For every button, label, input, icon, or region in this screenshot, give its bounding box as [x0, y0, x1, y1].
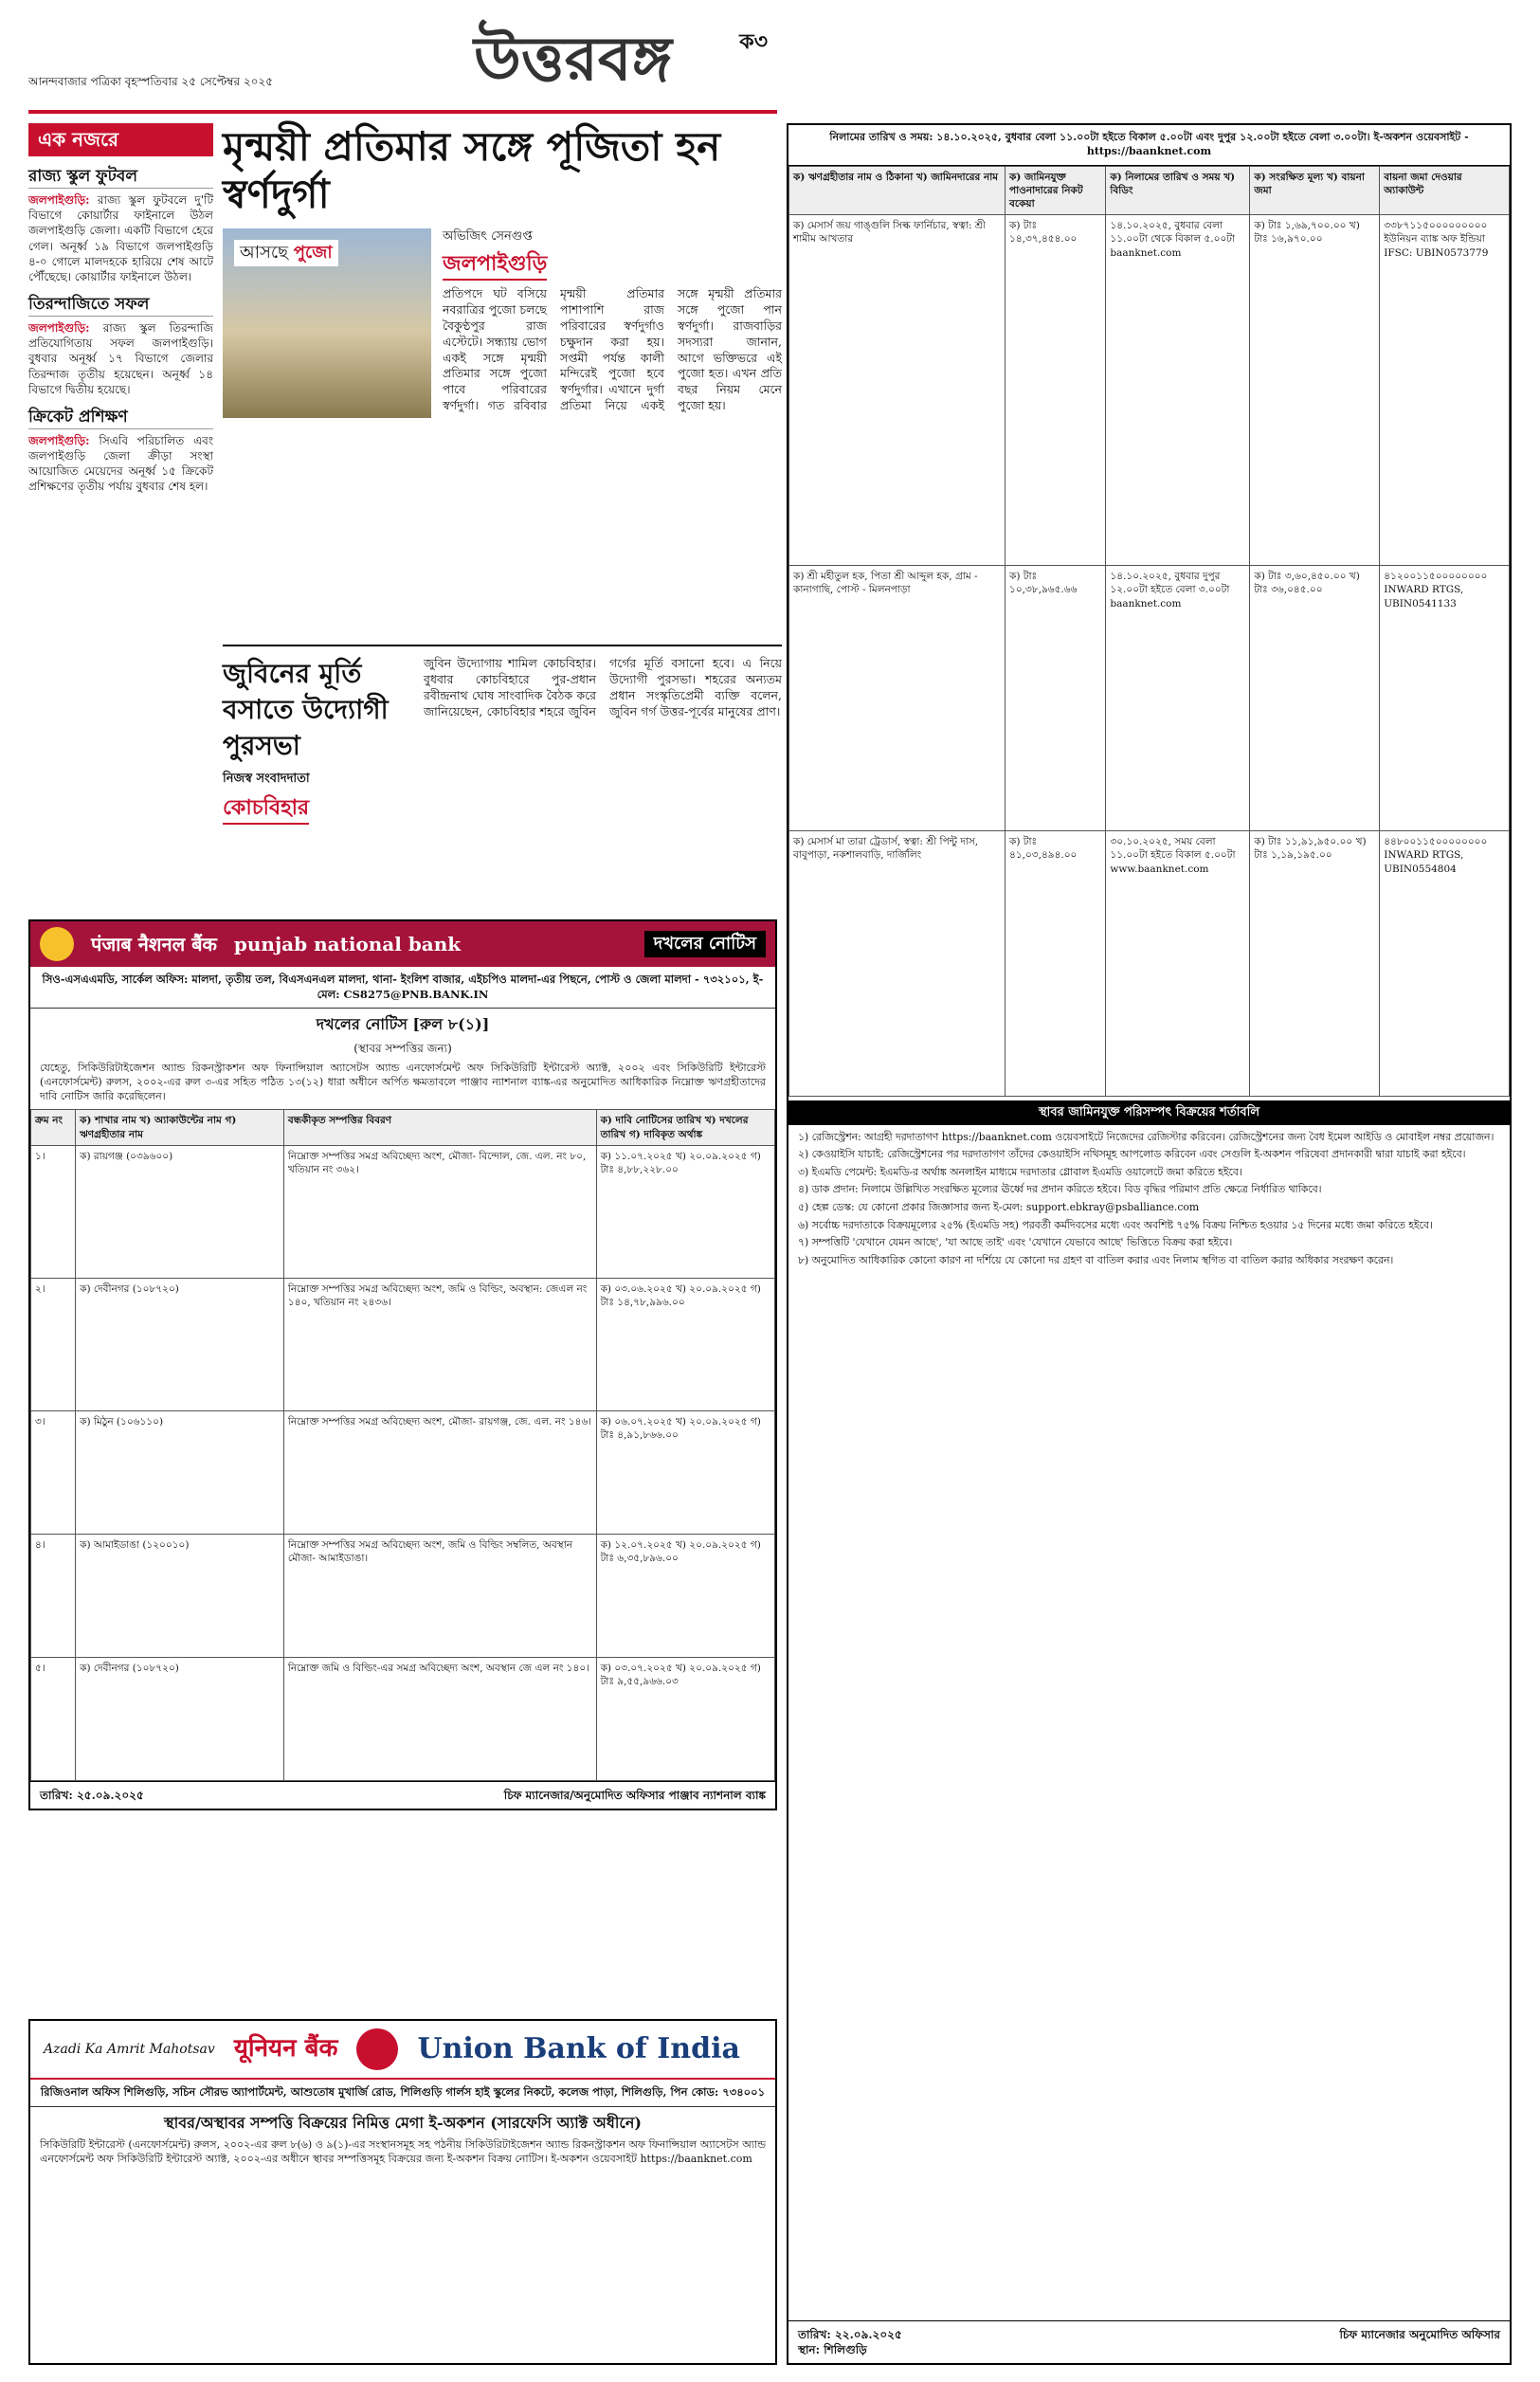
notice-subheading: (স্থাবর সম্পত্তির জন্য) — [353, 1041, 452, 1055]
table-row — [31, 1410, 775, 1534]
term-item: ৩) ইএমডি পেমেন্ট: ইএমডি-র অর্থাঙ্ক অনলাইন মাধ্যমে দরদাতার গ্লোবাল ইএমডি ওয়ালেটে জমা করিতে হইবে। — [798, 1165, 1242, 1178]
table-row — [789, 566, 1510, 831]
col-header: ক) শাখার নাম খ) অ্যাকাউন্টের নাম গ) ঋণগ্রহীতার নাম — [76, 1110, 284, 1145]
table-row — [31, 1278, 775, 1410]
notice-place: স্থান: শিলিগুড়ি — [798, 2342, 867, 2356]
sub-dateline-place: কোচবিহার — [223, 794, 309, 825]
cell: ক) টাঃ ৩,৬০,৪৫০.০০ খ) টাঃ ৩৬,০৪৫.০০ — [1250, 566, 1380, 831]
cell: নিম্নোক্ত সম্পত্তির সমগ্র অবিচ্ছেদ্য অংশ, জমি ও বিল্ডিং সম্বলিত, অবস্থান মৌজা- আমাইডাঙা। — [283, 1534, 596, 1657]
brief-item — [28, 294, 213, 397]
col-header: ক) দাবি নোটিসের তারিখ খ) দখলের তারিখ গ) দাবিকৃত অর্থাঙ্ক — [596, 1110, 774, 1145]
union-body: সিকিউরিটি ইন্টারেস্ট (এনফোর্সমেন্ট) রুলস, ২০০২-এর রুল ৮(৬) ও ৯(১)-এর সংস্থানসমূহ সহ পঠনীয় সিকিউরিটাইজেশন অ্যান্ড রিকনস্ট্রাকশন অফ ফিনান্সিয়াল অ্যাসেটস অ্যান্ড এনফোর্সমেন্ট অফ সিকিউরিটি ইন্টারেস্ট অ্যাক্ট, ২০০২-এর অধীনে স্থাবর সম্পত্তিসমূহ বিক্রয়ের জন্য ই-অকশন বিক্রয় নোটিস। ই-অকশন ওয়েবসাইট https://baanknet.com — [40, 2138, 766, 2165]
cell: ক) মেসার্স জয় গাঙ্গুলি সিল্ক ফার্নিচার, স্বত্বা: শ্রী শামীম আখতার — [789, 215, 1006, 566]
union-heading: স্থাবর/অস্থাবর সম্পত্তি বিক্রয়ের নিমিত্ত মেগা ই-অকশন (সারফেসি অ্যাক্ট অধীনে) — [164, 2113, 642, 2132]
cell: ক) ১১.০৭.২০২৫ খ) ২০.০৯.২০২৫ গ) টাঃ ৪,৮৮,২২৮.০০ — [596, 1145, 774, 1278]
pnb-name-hi: पंजाब नैशनल बैंक — [91, 932, 217, 955]
terms-heading: স্থাবর জামিনযুক্ত পরিসম্পৎ বিক্রয়ের শর্তাবলি — [788, 1100, 1510, 1125]
cell: ক) ০৩.০৭.২০২৫ খ) ২০.০৯.২০২৫ গ) টাঃ ৯,৫৫,৯৬৬.০৩ — [596, 1657, 774, 1780]
union-logo-icon — [356, 2028, 398, 2070]
cell: ৪১২০০১১৫০০০০০০০০ INWARD RTGS, UBIN0541133 — [1380, 566, 1510, 831]
notice-date: তারিখ: ২৫.০৯.২০২৫ — [40, 1788, 144, 1802]
cell: ১৪.১০.২০২৫, বুধবার বেলা ১১.০০টা থেকে বিকাল ৫.০০টা baanknet.com — [1106, 215, 1250, 566]
notice-signatory: চিফ ম্যানেজার/অনুমোদিত অফিসার পাঞ্জাব ন্যাশনাল ব্যাঙ্ক — [503, 1788, 766, 1802]
notice-date: তারিখ: ২২.০৯.২০২৫ — [798, 2327, 902, 2341]
brief-body: রাজ্য স্কুল ফুটবলে দু'টি বিভাগে কোয়ার্টার ফাইনালে উঠল জলপাইগুড়ি জেলা। একটি বিভাগে হেরে গেল। অনূর্ধ্ব ১৯ বিভাগে জলপাইগুড়ি ৪-০ গোলে মালদহকে হারিয়ে শেষ আটে পৌঁছেছে। কোয়ার্টার ফাইনালে উঠল। — [28, 192, 213, 283]
table-row — [789, 831, 1510, 1097]
main-headline: মৃন্ময়ী প্রতিমার সঙ্গে পূজিতা হন স্বর্ণদুর্গা — [223, 123, 721, 218]
notice-date-place — [798, 2327, 902, 2357]
col-header: ক) ঋণগ্রহীতার নাম ও ঠিকানা খ) জামিনদারের নাম — [789, 166, 1006, 215]
col-header: ক্রম নং — [31, 1110, 76, 1145]
pnb-signature-row — [30, 1781, 775, 1809]
ek-najare-column — [28, 123, 213, 495]
cell: ক) টাঃ ১৪,৩৭,৪৫৪.০০ — [1006, 215, 1106, 566]
cell: ৩। — [31, 1410, 76, 1534]
masthead-dateline: আনন্দবাজার পত্রিকা বৃহস্পতিবার ২৫ সেপ্টেম্বর ২০২৫ — [28, 75, 274, 88]
cell: ক) মেসার্স মা তারা ট্রেডার্স, স্বত্বা: শ্রী পিন্টু দাস, বাবুপাড়া, নকশালবাড়ি, দার্জিলিং — [789, 831, 1006, 1097]
cell: ৫। — [31, 1657, 76, 1780]
sub-story-body: জুবিন উদ্যোগায় শামিল কোচবিহার। বুধবার কোচবিহারে পুর-প্রধান রবীন্দ্রনাথ ঘোষ সাংবাদিক বৈঠক করে জানিয়েছেন, কোচবিহার শহরে জুবিন গর্গের মূর্তি বসানো হবে। এ নিয়ে উদ্যোগী পুরসভা। শহরের অন্যতম প্রধান সংস্কৃতিপ্রেমী ব্যক্তি বলেন, জুবিন গর্গ উত্তর-পূর্বের মানুষের প্রাণ। — [424, 656, 782, 718]
brief-place: জলপাইগুড়ি: — [28, 321, 90, 335]
pnb-notice — [28, 919, 777, 1810]
brief-body: সিএবি পরিচালিত এবং জলপাইগুড়ি জেলা ক্রীড়া সংস্থা আয়োজিত মেয়েদের অনূর্ধ্ব ১৫ ক্রিকেট প্রশিক্ষণের তৃতীয় পর্যায় বুধবার শেষ হল। — [28, 433, 213, 494]
azadi-logo-left: Azadi Ka Amrit Mahotsav — [44, 2041, 215, 2057]
cell: ৩৩৮৭১১৫০০০০০০০০০ ইউনিয়ন ব্যাঙ্ক অফ ইন্ডিয়া IFSC: UBIN0573779 — [1380, 215, 1510, 566]
cell: ৩০.১০.২০২৫, সময় বেলা ১১.০০টা হইতে বিকাল ৫.০০টা www.baanknet.com — [1106, 831, 1250, 1097]
pnb-name-en: punjab national bank — [233, 932, 462, 955]
table-row — [31, 1534, 775, 1657]
union-banner — [30, 2021, 775, 2080]
pnb-banner — [30, 921, 775, 967]
cell: ২। — [31, 1278, 76, 1410]
notice-heading: দখলের নোটিস [রুল ৮(১)] — [316, 1015, 490, 1034]
pnb-address: সিও-এসএএমডি, সার্কেল অফিস: মালদা, তৃতীয় তল, বিএসএনএল মালদা, থানা- ইংলিশ বাজার, এইচপিও মালদা-এর পিছনে, পোস্ট ও জেলা মালদা - ৭৩২১০১, ই-মেল: CS8275@PNB.BANK.IN — [30, 967, 775, 1009]
cell: ক) টাঃ ১,৬৯,৭০০.০০ খ) টাঃ ১৬,৯৭০.০০ — [1250, 215, 1380, 566]
cell: ক) আমাইডাঙা (১২০০১০) — [76, 1534, 284, 1657]
col-header: ক) জামিনযুক্ত পাওনাদারের নিকট বকেয়া — [1006, 166, 1106, 215]
cell: ১। — [31, 1145, 76, 1278]
auction-notice-column — [787, 123, 1512, 2365]
union-name-hi: यूनियन बैंक — [233, 2034, 338, 2064]
cell: ক) ১২.০৭.২০২৫ খ) ২০.০৯.২০২৫ গ) টাঃ ৬,৩৫,৮৯৬.০০ — [596, 1534, 774, 1657]
sub-story — [223, 645, 782, 830]
cell: ক) টাঃ ১০,৩৮,৯৬৫.৬৬ — [1006, 566, 1106, 831]
photo-tag-a: আসছে — [240, 242, 289, 263]
brief-body: রাজ্য স্কুল তিরন্দাজি প্রতিযোগিতায় সফল জলপাইগুড়ি। বুধবার অনূর্ধ্ব ১৭ বিভাগে জেলার তিরন্দাজ তৃতীয় হয়েছেন। অনূর্ধ্ব ১৪ বিভাগে দ্বিতীয় হয়েছে। — [28, 321, 213, 396]
brief-text — [28, 433, 213, 495]
cell: ক) শ্রী মহীতুল হক, পিতা শ্রী আব্দুল হক, গ্রাম - কানাগাছি, পোস্ট - মিলনপাড়া — [789, 566, 1006, 831]
brief-item — [28, 166, 213, 284]
section-title: উত্তরবঙ্গ — [474, 24, 672, 95]
byline: অভিজিৎ সেনগুপ্ত — [443, 228, 533, 244]
cell: নিম্নোক্ত সম্পত্তির সমগ্র অবিচ্ছেদ্য অংশ, মৌজা- বিন্দোল, জে. এল. নং ৮০, খতিয়ান নং ৩৬২। — [283, 1145, 596, 1278]
story-photo — [223, 228, 431, 418]
cell: নিম্নোক্ত সম্পত্তির সমগ্র অবিচ্ছেদ্য অংশ, জমি ও বিল্ডিং, অবস্থান: জেএল নং ১৪০, খতিয়ান নং ২৪৩৬। — [283, 1278, 596, 1410]
cell: ৪। — [31, 1534, 76, 1657]
table-row — [31, 1145, 775, 1278]
photo-tag-b: পুজো — [293, 242, 333, 263]
col-header: ক) নিলামের তারিখ ও সময় খ) বিডিং — [1106, 166, 1250, 215]
brief-place: জলপাইগুড়ি: — [28, 433, 90, 447]
term-item: ৮) অনুমোদিত আধিকারিক কোনো কারণ না দর্শিয়ে যে কোনো দর গ্রহণ বা বাতিল করার এবং নিলাম স্থগিত বা বাতিল করার অধিকার সংরক্ষণ করেন। — [798, 1253, 1394, 1266]
masthead — [28, 19, 777, 114]
col-header: বায়না জমা দেওয়ার অ্যাকাউন্ট — [1380, 166, 1510, 215]
page-number: ক৩ — [739, 29, 768, 54]
cell: ক) টাঃ ১১,৯১,৯৫০.০০ খ) টাঃ ১,১৯,১৯৫.০০ — [1250, 831, 1380, 1097]
union-bank-notice — [28, 2019, 777, 2365]
cell: ক) রায়গঞ্জ (০৩৯৬০০) — [76, 1145, 284, 1278]
brief-text — [28, 320, 213, 397]
term-item: ৪) ডাক প্রদান: নিলামে উল্লিখিত সংরক্ষিত মূল্যের ঊর্ধ্বে দর প্রদান করিতে হইবে। বিড বৃদ্ধির পরিমাণ প্রতি ক্ষেত্রে নির্ধারিত থাকিবে। — [798, 1183, 1322, 1196]
cell: ক) মিঠুন (১০৬১১০) — [76, 1410, 284, 1534]
auction-table — [788, 166, 1510, 1098]
sub-headline-text: জুবিনের মূর্তি বসাতে উদ্যোগী পুরসভা — [223, 658, 389, 761]
right-signature-row — [788, 2320, 1510, 2363]
cell: ৪৪৮০০১১৫০০০০০০০০ INWARD RTGS, UBIN0554804 — [1380, 831, 1510, 1097]
brief-text — [28, 192, 213, 284]
cell: ক) দেবীনগর (১০৮৭২০) — [76, 1278, 284, 1410]
brief-title: রাজ্য স্কুল ফুটবল — [28, 166, 213, 189]
cell: ক) টাঃ ৪১,০৩,৪৯৪.০০ — [1006, 831, 1106, 1097]
brief-place: জলপাইগুড়ি: — [28, 192, 90, 207]
story-body: প্রতিপদে ঘট বসিয়ে নবরাত্রির পুজো চলছে বৈকুণ্ঠপুর রাজ এস্টেটে। সন্ধ্যায় ভোগ একই সঙ্গে মৃন্ময়ী প্রতিমার সঙ্গে পুজো পাবে পরিবারের স্বর্ণদুর্গা। গত রবিবার মৃন্ময়ী প্রতিমার পাশাপাশি রাজ পরিবারের স্বর্ণদুর্গাও চক্ষুদান করা হয়। সপ্তমী পর্যন্ত কালী মন্দিরেই পুজো হবে স্বর্ণদুর্গার। এখানে দুর্গা প্রতিমা নিয়ে একই সঙ্গে মৃন্ময়ী প্রতিমার সঙ্গে পুজো পান স্বর্ণদুর্গা। রাজবাড়ির সদস্যরা জানান, আগে ভক্তিভরে এই পুজো হত। এখন প্রতি বছর নিয়ম মেনে পুজো হয়। — [443, 286, 782, 413]
term-item: ১) রেজিস্ট্রেশন: আগ্রহী দরদাতাগণ https://baanknet.com ওয়েবসাইটে নিজেদের রেজিস্টার করিবেন। রেজিস্ট্রেশনের জন্য বৈধ ইমেল আইডি ও মোবাইল নম্বর প্রয়োজন। — [798, 1130, 1495, 1143]
brief-title: ক্রিকেট প্রশিক্ষণ — [28, 407, 213, 429]
term-item: ৭) সম্পত্তিটি 'যেখানে যেমন আছে', 'যা আছে তাই' এবং 'যেখানে যেভাবে আছে' ভিত্তিতে বিক্রয় করা হইবে। — [798, 1236, 1233, 1249]
sub-byline: নিজস্ব সংবাদদাতা — [223, 772, 310, 787]
notice-body: যেহেতু, সিকিউরিটাইজেশন অ্যান্ড রিকনস্ট্রাকশন অফ ফিনান্সিয়াল অ্যাসেটস অ্যান্ড এনফোর্সমেন্ট অফ সিকিউরিটি ইন্টারেস্ট অ্যাক্ট, ২০০২ এবং সিকিউরিটি ইন্টারেস্ট (এনফোর্সমেন্ট) রুলস, ২০০২-এর রুল ৩-এর সহিত পঠিত ১৩(১২) ধারা অধীনে অর্পিত ক্ষমতাবলে পাঞ্জাব ন্যাশনাল ব্যাঙ্ক-এর অনুমোদিত আধিকারিক নিম্নোক্ত ঋণগ্রহীতাদের দাবি নোটিস জারি করেছিলেন। — [40, 1061, 766, 1102]
pnb-logo-icon — [40, 927, 74, 961]
sub-headline — [223, 656, 412, 830]
cell: ক) ০৩.০৬.২০২৫ খ) ২০.০৯.২০২৫ গ) টাঃ ১৪,৭৮,৯৯৬.০০ — [596, 1278, 774, 1410]
term-item: ৫) হেল্প ডেস্ক: যে কোনো প্রকার জিজ্ঞাসার জন্য ই-মেল: support.ebkray@psballiance.com — [798, 1201, 1200, 1213]
table-row — [31, 1657, 775, 1780]
notice-signatory: চিফ ম্যানেজার অনুমোদিত অফিসার — [1339, 2327, 1500, 2341]
photo-tag — [234, 240, 338, 266]
ek-najare-header: এক নজরে — [28, 123, 213, 156]
terms-list — [788, 1125, 1510, 1278]
col-header: বন্ধকীকৃত সম্পত্তির বিবরণ — [283, 1110, 596, 1145]
union-name-en: Union Bank of India — [417, 2031, 740, 2065]
brief-item — [28, 407, 213, 495]
cell: ক) ০৬.০৭.২০২৫ খ) ২০.০৯.২০২৫ গ) টাঃ ৪,৯১,৮৬৬.০০ — [596, 1410, 774, 1534]
possession-table — [30, 1109, 775, 1780]
dateline-place: জলপাইগুড়ি — [443, 250, 547, 281]
cell: ১৪.১০.২০২৫, বুধবার দুপুর ১২.০০টা হইতে বেলা ৩.০০টা baanknet.com — [1106, 566, 1250, 831]
cell: নিম্নোক্ত সম্পত্তির সমগ্র অবিচ্ছেদ্য অংশ, মৌজা- রায়গঞ্জ, জে. এল. নং ১৪৬। — [283, 1410, 596, 1534]
union-office: রিজিওনাল অফিস শিলিগুড়ি, সচিন সৌরভ অ্যাপার্টমেন্ট, আশুতোষ মুখার্জি রোড, শিলিগুড়ি গার্লস হাই স্কুলের নিকটে, কলেজ পাড়া, শিলিগুড়ি, পিন কোড: ৭৩৪০০১ — [30, 2080, 775, 2107]
newspaper-page — [28, 19, 1512, 2365]
term-item: ৬) সর্বোচ্চ দরদাতাকে বিক্রয়মূল্যের ২৫% (ইএমডি সহ) পরবর্তী কর্মদিবসের মধ্যে এবং অবশিষ্ট ৭৫% বিক্রয় নিশ্চিত হওয়ার ১৫ দিনের মধ্যে জমা করিতে হইবে। — [798, 1218, 1433, 1231]
brief-title: তিরন্দাজিতে সফল — [28, 294, 213, 317]
table-row — [789, 215, 1510, 566]
col-header: ক) সংরক্ষিত মূল্য খ) বায়না জমা — [1250, 166, 1380, 215]
term-item: ২) কেওয়াইসি যাচাই: রেজিস্ট্রেশনের পর দরদাতাগণ তাঁদের কেওয়াইসি নথিসমূহ আপলোড করিবেন এবং সেগুলি ই-অকশন পরিষেবা প্রদানকারী দ্বারা যাচাই করা হইবে। — [798, 1148, 1466, 1161]
cell: ক) দেবীনগর (১০৮৭২০) — [76, 1657, 284, 1780]
notice-tag: দখলের নোটিস — [644, 931, 766, 957]
auction-date-banner: নিলামের তারিখ ও সময়: ১৪.১০.২০২৫, বুধবার বেলা ১১.০০টা হইতে বিকাল ৫.০০টা এবং দুপুর ১২.০০টা হইতে বেলা ৩.০০টা। ই-অকশন ওয়েবসাইট - https://baanknet.com — [788, 125, 1510, 166]
cell: নিম্নোক্ত জমি ও বিল্ডিং-এর সমগ্র অবিচ্ছেদ্য অংশ, অবস্থান জে এল নং ১৪০। — [283, 1657, 596, 1780]
